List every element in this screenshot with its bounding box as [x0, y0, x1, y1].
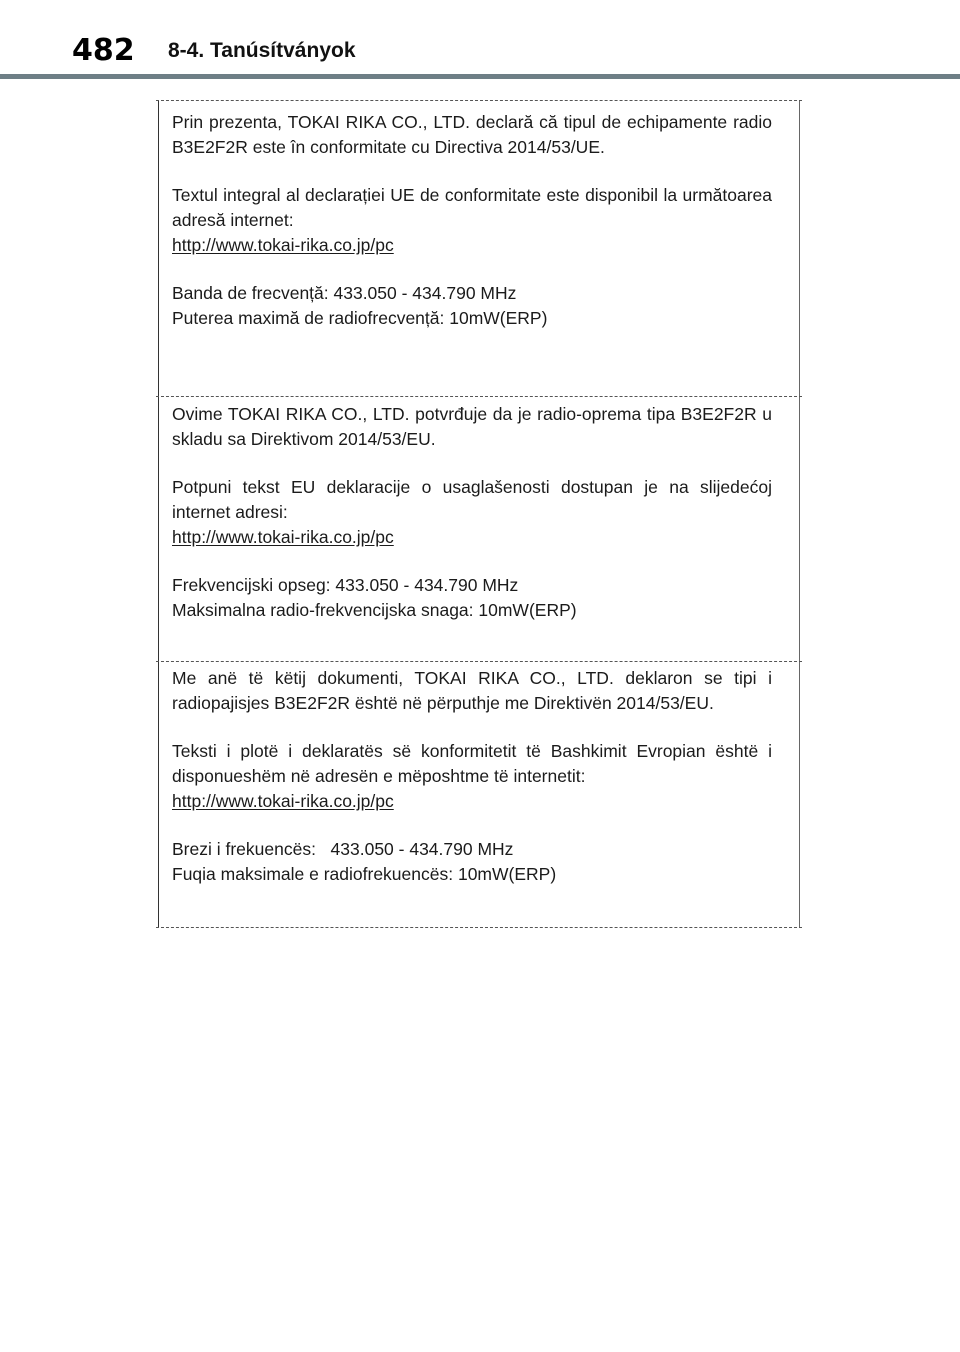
section-separator-1 — [156, 396, 802, 397]
declaration-url-link[interactable]: http://www.tokai-rika.co.jp/pc — [172, 235, 394, 255]
declaration-text: Textul integral al declarației UE de conformitate este disponibil la următoarea adresă internet: — [172, 185, 772, 230]
section-romanian — [172, 110, 772, 331]
declaration-text: Potpuni tekst EU deklaracije o usaglašenosti dostupan je na slijedećoj internet adresi: — [172, 477, 772, 522]
section-separator-2 — [156, 661, 802, 662]
max-power: Maksimalna radio-frekvencijska snaga: 10mW(ERP) — [172, 600, 577, 620]
frequency-band: Banda de frecvență: 433.050 - 434.790 MHz — [172, 283, 517, 303]
declaration-intro: Ovime TOKAI RIKA CO., LTD. potvrđuje da je radio-oprema tipa B3E2F2R u skladu sa Direktivom 2014/53/EU. — [172, 404, 772, 449]
max-power: Fuqia maksimale e radiofrekuencës: 10mW(ERP) — [172, 864, 557, 884]
max-power: Puterea maximă de radiofrecvență: 10mW(ERP) — [172, 308, 548, 328]
declaration-text: Teksti i plotë i deklaratës së konformitetit të Bashkimit Evropian është i disponueshëm në adresën e mëposhtme të internetit: — [172, 741, 772, 786]
section-bosnian — [172, 402, 772, 623]
page-number: 482 — [72, 33, 135, 68]
declaration-intro: Me anë të këtij dokumenti, TOKAI RIKA CO., LTD. deklaron se tipi i radiopajisjes B3E2F2R është në përputhje me Direktivën 2014/53/EU. — [172, 668, 772, 713]
section-albanian — [172, 666, 772, 887]
declaration-intro: Prin prezenta, TOKAI RIKA CO., LTD. declară că tipul de echipamente radio B3E2F2R este în conformitate cu Directiva 2014/53/UE. — [172, 112, 772, 157]
box-bottom-border — [156, 927, 802, 928]
declaration-url-link[interactable]: http://www.tokai-rika.co.jp/pc — [172, 527, 394, 547]
page-header — [0, 0, 960, 82]
header-rule — [0, 74, 960, 79]
box-top-border — [156, 100, 802, 101]
section-title: 8-4. Tanúsítványok — [168, 39, 356, 62]
frequency-band: Brezi i frekuencës: 433.050 - 434.790 MHz — [172, 839, 514, 859]
declaration-url-link[interactable]: http://www.tokai-rika.co.jp/pc — [172, 791, 394, 811]
frequency-band: Frekvencijski opseg: 433.050 - 434.790 MHz — [172, 575, 519, 595]
